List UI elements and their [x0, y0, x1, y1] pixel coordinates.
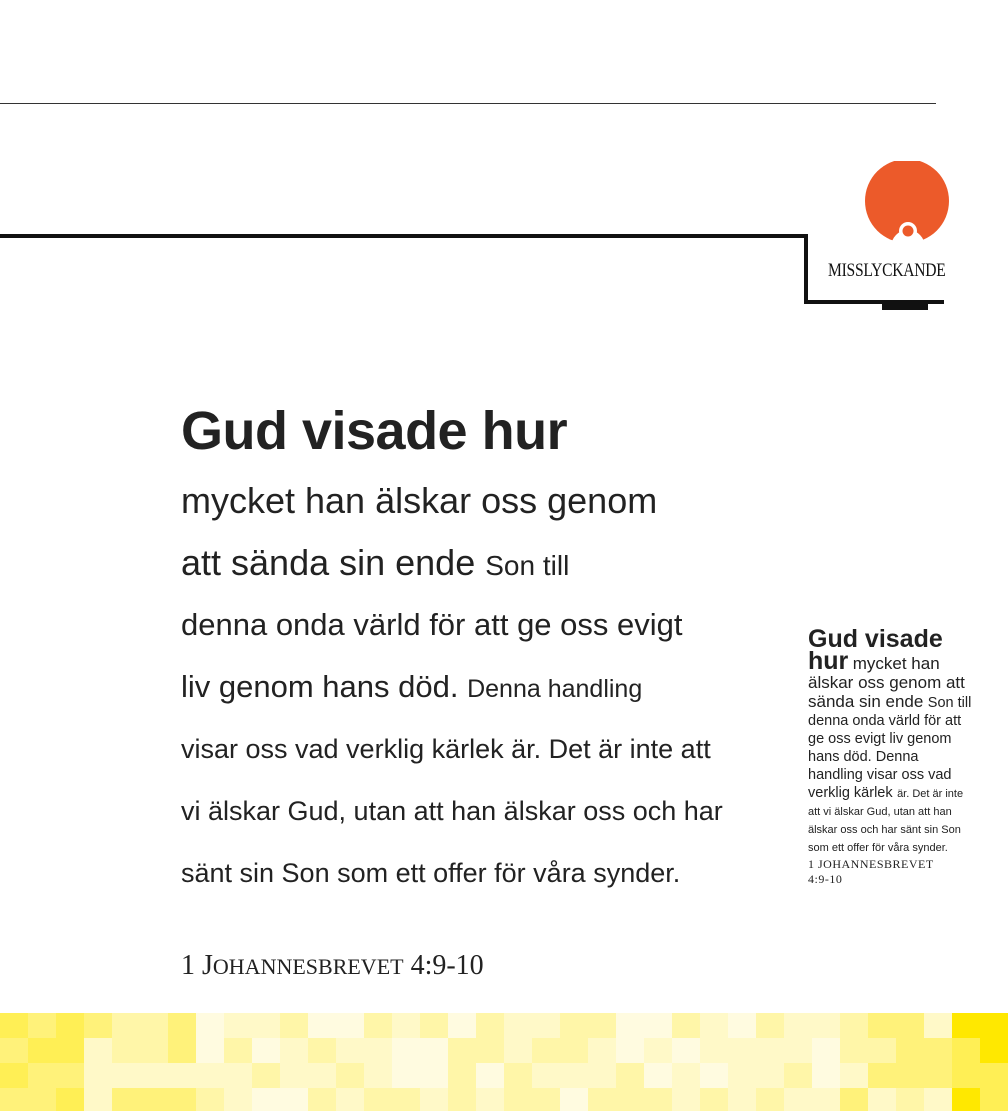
verse-title: Gud visade hur — [181, 401, 568, 461]
mosaic-tile — [644, 1038, 673, 1064]
mosaic-tile — [392, 1038, 421, 1064]
mosaic-tile — [560, 1038, 589, 1064]
mosaic-tile — [560, 1088, 589, 1111]
mosaic-tile — [532, 1013, 561, 1039]
mosaic-tile — [952, 1088, 981, 1111]
mosaic-tile — [840, 1013, 869, 1039]
mosaic-tile — [476, 1038, 505, 1064]
mosaic-tile — [616, 1063, 645, 1089]
mosaic-tile — [952, 1038, 981, 1064]
mosaic-tile — [532, 1038, 561, 1064]
mosaic-tile — [756, 1013, 785, 1039]
mosaic-tile — [448, 1088, 477, 1111]
mosaic-tile — [840, 1063, 869, 1089]
mosaic-tile — [924, 1013, 953, 1039]
header-bar-vertical — [804, 234, 808, 304]
mini-title: Gud visade hur — [808, 625, 943, 675]
mosaic-tile — [952, 1063, 981, 1089]
mosaic-tile — [644, 1063, 673, 1089]
mosaic-tile — [56, 1088, 85, 1111]
mosaic-tile — [812, 1063, 841, 1089]
reference-number: 1 — [181, 950, 195, 981]
mosaic-tile — [672, 1063, 701, 1089]
mosaic-tile — [196, 1088, 225, 1111]
mosaic-tile — [896, 1088, 925, 1111]
mosaic-tile — [56, 1013, 85, 1039]
mosaic-tile — [924, 1088, 953, 1111]
mosaic-tile — [224, 1038, 253, 1064]
mosaic-tile — [504, 1088, 533, 1111]
mosaic-tile — [140, 1088, 169, 1111]
mosaic-tile — [336, 1088, 365, 1111]
mosaic-tile — [448, 1038, 477, 1064]
mosaic-tile — [980, 1088, 1008, 1111]
mosaic-tile — [168, 1063, 197, 1089]
mosaic-tile — [588, 1088, 617, 1111]
mosaic-tile — [224, 1063, 253, 1089]
mosaic-tile — [112, 1063, 141, 1089]
verse-line: vi älskar Gud, utan att han älskar oss och har — [181, 796, 723, 826]
verse-line-part: att sända sin ende — [181, 542, 476, 583]
mosaic-tile — [924, 1063, 953, 1089]
mosaic-tile — [532, 1063, 561, 1089]
mosaic-tile — [728, 1038, 757, 1064]
mosaic-tile — [868, 1013, 897, 1039]
mosaic-tile — [476, 1063, 505, 1089]
mosaic-tile — [112, 1088, 141, 1111]
mosaic-tile — [700, 1038, 729, 1064]
orange-circle-logo-icon — [862, 161, 952, 247]
category-label: MISSLYCKANDE — [828, 260, 946, 281]
mini-text: Son till denna onda värld för att ge oss evigt liv genom hans död. Denna handling visar oss vad verklig kärlek — [808, 695, 972, 801]
mosaic-tile — [672, 1013, 701, 1039]
mosaic-tile — [56, 1038, 85, 1064]
mosaic-tile — [364, 1013, 393, 1039]
mosaic-tile — [840, 1088, 869, 1111]
verse-line-part: Denna handling — [467, 675, 643, 703]
mosaic-tile — [896, 1038, 925, 1064]
mosaic-tile — [56, 1063, 85, 1089]
mosaic-tile — [392, 1088, 421, 1111]
mosaic-tile — [784, 1088, 813, 1111]
mosaic-tile — [588, 1038, 617, 1064]
mosaic-tile — [364, 1088, 393, 1111]
mosaic-tile — [28, 1063, 57, 1089]
mosaic-tile — [448, 1063, 477, 1089]
mosaic-tile — [140, 1063, 169, 1089]
mosaic-tile — [224, 1088, 253, 1111]
mosaic-tile — [196, 1013, 225, 1039]
mosaic-tile — [168, 1088, 197, 1111]
mosaic-tile — [280, 1013, 309, 1039]
mosaic-tile — [588, 1013, 617, 1039]
mini-verse-preview — [808, 625, 976, 887]
mini-reference-book: 1 JOHANNESBREVET — [808, 857, 934, 871]
reference-verse: 4:9-10 — [410, 950, 484, 981]
mosaic-tile — [616, 1038, 645, 1064]
mosaic-tile — [560, 1063, 589, 1089]
mosaic-tile — [840, 1038, 869, 1064]
mosaic-tile — [364, 1038, 393, 1064]
header-top-rule — [0, 103, 936, 104]
mosaic-tile — [728, 1088, 757, 1111]
mosaic-tile — [980, 1013, 1008, 1039]
mosaic-tile — [140, 1013, 169, 1039]
mosaic-tile — [868, 1063, 897, 1089]
verse-line-part: liv genom hans död. — [181, 669, 459, 704]
reference-book-initial: J — [202, 950, 213, 981]
mosaic-tile — [756, 1063, 785, 1089]
header-bar-tab — [882, 300, 928, 310]
mosaic-tile — [112, 1038, 141, 1064]
mosaic-tile — [756, 1038, 785, 1064]
mosaic-tile — [252, 1038, 281, 1064]
mosaic-tile — [0, 1013, 29, 1039]
verse-line-part: Son till — [485, 550, 570, 581]
mosaic-tile — [0, 1063, 29, 1089]
mosaic-tile — [280, 1038, 309, 1064]
mosaic-tile — [420, 1063, 449, 1089]
verse-line: mycket han älskar oss genom — [181, 480, 658, 521]
mosaic-tile — [196, 1038, 225, 1064]
mosaic-tile — [476, 1013, 505, 1039]
mosaic-tile — [532, 1088, 561, 1111]
mosaic-tile — [560, 1013, 589, 1039]
verse-line — [181, 532, 781, 594]
reference-book-rest: OHANNESBREVET — [212, 954, 404, 979]
mosaic-tile — [504, 1063, 533, 1089]
verse-line: denna onda värld för att ge oss evigt — [181, 607, 683, 642]
mosaic-tile — [588, 1063, 617, 1089]
mosaic-tile — [392, 1013, 421, 1039]
mosaic-tile — [728, 1013, 757, 1039]
mosaic-tile — [504, 1038, 533, 1064]
mosaic-tile — [980, 1063, 1008, 1089]
verse-reference — [181, 950, 484, 982]
mosaic-tile — [28, 1013, 57, 1039]
mini-text: är. Det är inte att vi älskar Gud, utan att han älskar oss och har sänt sin Son som ett offer för våra synder. — [808, 788, 964, 854]
mosaic-tile — [812, 1088, 841, 1111]
mini-reference — [808, 857, 976, 887]
mosaic-tile — [336, 1038, 365, 1064]
mosaic-tile — [84, 1013, 113, 1039]
yellow-mosaic-footer — [0, 1013, 1008, 1111]
verse-block — [181, 400, 781, 904]
mosaic-tile — [448, 1013, 477, 1039]
mosaic-tile — [980, 1038, 1008, 1064]
mosaic-tile — [336, 1063, 365, 1089]
mosaic-tile — [308, 1063, 337, 1089]
mosaic-tile — [308, 1013, 337, 1039]
mosaic-tile — [504, 1013, 533, 1039]
mosaic-tile — [224, 1013, 253, 1039]
mosaic-tile — [784, 1038, 813, 1064]
mosaic-tile — [196, 1063, 225, 1089]
mosaic-tile — [924, 1038, 953, 1064]
mosaic-tile — [616, 1088, 645, 1111]
mosaic-tile — [168, 1038, 197, 1064]
mosaic-tile — [308, 1038, 337, 1064]
mosaic-tile — [280, 1063, 309, 1089]
mosaic-tile — [616, 1013, 645, 1039]
mosaic-tile — [896, 1063, 925, 1089]
mosaic-tile — [168, 1013, 197, 1039]
mosaic-tile — [0, 1038, 29, 1064]
mosaic-tile — [476, 1088, 505, 1111]
mosaic-tile — [812, 1038, 841, 1064]
mosaic-tile — [280, 1088, 309, 1111]
mosaic-tile — [252, 1063, 281, 1089]
mosaic-tile — [812, 1013, 841, 1039]
mosaic-tile — [700, 1013, 729, 1039]
mini-reference-verse: 4:9-10 — [808, 872, 843, 886]
mosaic-tile — [868, 1038, 897, 1064]
mosaic-tile — [0, 1088, 29, 1111]
mosaic-tile — [756, 1088, 785, 1111]
verse-line: visar oss vad verklig kärlek är. Det är inte att — [181, 734, 711, 764]
mosaic-tile — [896, 1013, 925, 1039]
mosaic-tile — [308, 1088, 337, 1111]
mosaic-tile — [84, 1088, 113, 1111]
verse-line: sänt sin Son som ett offer för våra synder. — [181, 858, 681, 888]
mosaic-tile — [784, 1063, 813, 1089]
mosaic-tile — [868, 1088, 897, 1111]
mosaic-tile — [420, 1038, 449, 1064]
verse-line — [181, 656, 781, 718]
mosaic-tile — [140, 1038, 169, 1064]
mini-text: mycket han älskar oss genom att sända sin ende — [808, 654, 965, 711]
mosaic-tile — [420, 1013, 449, 1039]
mosaic-tile — [28, 1038, 57, 1064]
mosaic-tile — [112, 1013, 141, 1039]
mosaic-tile — [700, 1088, 729, 1111]
mosaic-tile — [392, 1063, 421, 1089]
mosaic-tile — [336, 1013, 365, 1039]
mosaic-tile — [84, 1063, 113, 1089]
mosaic-tile — [28, 1088, 57, 1111]
mosaic-tile — [252, 1088, 281, 1111]
mosaic-tile — [700, 1063, 729, 1089]
mosaic-tile — [420, 1088, 449, 1111]
mosaic-tile — [672, 1038, 701, 1064]
mosaic-tile — [728, 1063, 757, 1089]
mosaic-tile — [644, 1088, 673, 1111]
mosaic-tile — [952, 1013, 981, 1039]
mosaic-tile — [784, 1013, 813, 1039]
mosaic-tile — [644, 1013, 673, 1039]
mosaic-tile — [84, 1038, 113, 1064]
mosaic-tile — [252, 1013, 281, 1039]
mosaic-tile — [672, 1088, 701, 1111]
header-main-bar — [0, 234, 808, 238]
mosaic-tile — [364, 1063, 393, 1089]
